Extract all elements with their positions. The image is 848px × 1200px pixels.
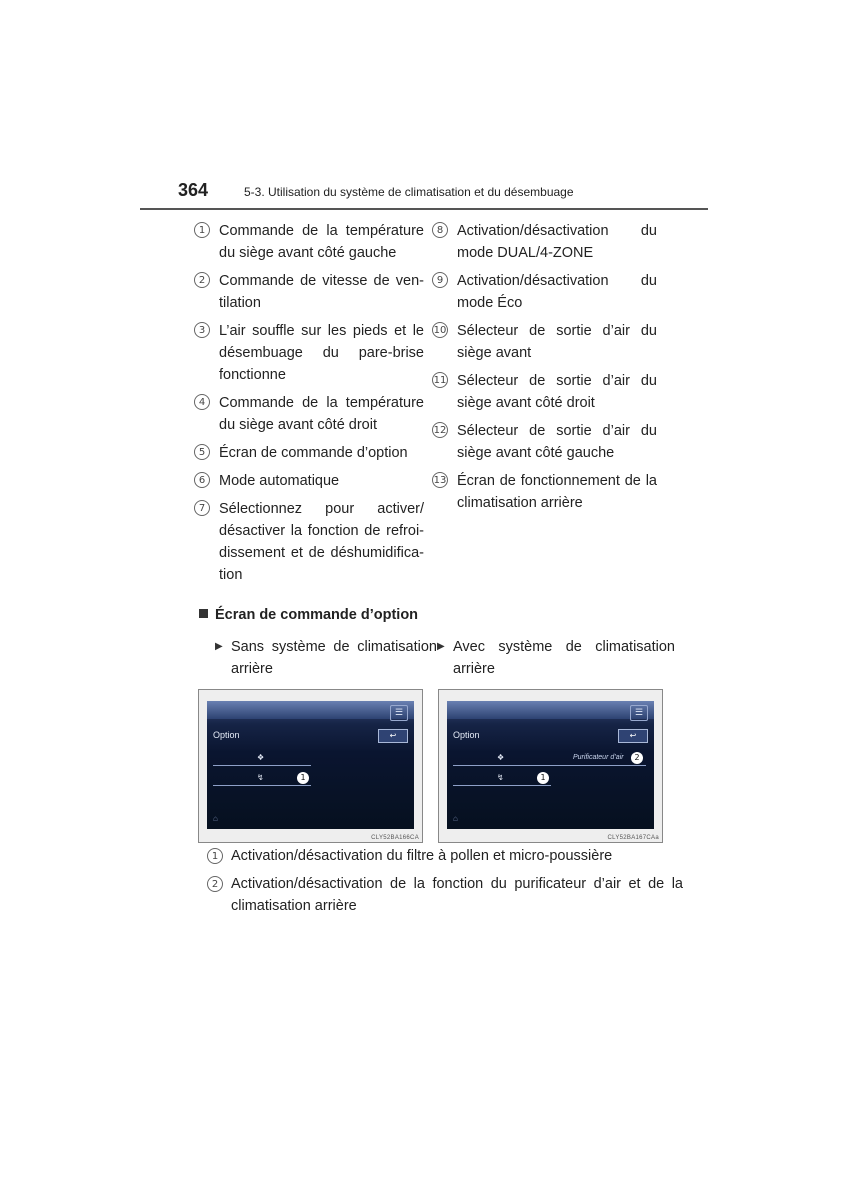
display-screen [207,701,414,829]
callout-text: Sélectionnez pour activer/ désactiver la fonction de refroi-dissement et de déshumidifica-tion [219,501,424,583]
subsection-heading [199,607,418,623]
callout-number: 13 [432,472,448,488]
callout-number: 3 [194,322,210,338]
option-row-filter [213,751,311,766]
seat-airflow-icon: ↯ [257,773,264,782]
page-number: 364 [178,180,209,200]
callout-item [432,320,657,364]
callout-number: 10 [432,322,448,338]
callout-number: 9 [432,272,448,288]
callout-text: Activation/désactivation du mode DUAL/4-ZONE [457,223,657,261]
back-arrow-icon: ↩ [378,729,408,743]
callout-text: Commande de vitesse de ven-tilation [219,273,424,311]
callout-item [194,442,424,464]
callout-number: 7 [194,500,210,516]
callout-text: Sélecteur de sortie d’air du siège avant [457,323,657,361]
callout-item [194,392,424,436]
callout-text: Sélecteur de sortie d’air du siège avant côté droit [457,373,657,411]
callout-item [432,370,657,414]
callout-list-left [194,220,424,592]
option-row-seat [213,771,311,786]
callout-item [194,320,424,386]
callout-marker: 1 [537,772,549,784]
callout-number: 11 [432,372,448,388]
menu-icon: ☰ [630,705,648,721]
option-row-seat [453,771,551,786]
callout-number: 1 [194,222,210,238]
option-row-purifier [551,751,646,766]
footnote-text: Activation/désactivation du filtre à pollen et micro-poussière [231,848,613,864]
callout-item [194,498,424,586]
footnote-item [207,845,683,867]
callout-marker: 1 [297,772,309,784]
option-label: Option [213,730,240,740]
screen-title-bar [207,701,414,719]
callout-list-right [432,220,657,520]
callout-text: Commande de la température du siège avant côté droit [219,395,424,433]
screenshot-without-rear-ac [198,689,423,843]
callout-item [432,470,657,514]
variant-text: Avec système de climatisation arrière [453,639,675,677]
triangle-bullet-icon: ▶ [215,641,223,652]
callout-text: Mode automatique [219,473,340,489]
callout-number: 2 [207,876,223,892]
callout-marker: 2 [631,752,643,764]
callout-number: 2 [194,272,210,288]
callout-item [432,420,657,464]
callout-number: 4 [194,394,210,410]
display-screen [447,701,654,829]
screenshot-with-rear-ac [438,689,663,843]
home-icon: ⌂ [213,814,218,823]
callout-item [194,270,424,314]
option-label: Option [453,730,480,740]
callout-text: L’air souffle sur les pieds et le désembuage du pare-brise fonctionne [219,323,424,383]
footnote-item [207,873,683,917]
callout-text: Activation/désactivation du mode Éco [457,273,657,311]
menu-icon: ☰ [390,705,408,721]
image-code: CLY52BA166CA [371,835,419,841]
callout-number: 1 [207,848,223,864]
fan-icon: ❖ [257,753,265,762]
subsection-title: Écran de commande d’option [215,607,419,623]
callout-text: Écran de fonctionnement de la climatisation arrière [457,473,657,511]
callout-number: 6 [194,472,210,488]
home-icon: ⌂ [453,814,458,823]
purifier-label: Purificateur d’air [573,754,624,761]
callout-text: Commande de la température du siège avant côté gauche [219,223,424,261]
callout-number: 8 [432,222,448,238]
back-arrow-icon: ↩ [618,729,648,743]
callout-text: Sélecteur de sortie d’air du siège avant côté gauche [457,423,657,461]
page-header [140,176,708,210]
variant-text: Sans système de climatisation arrière [231,639,437,677]
triangle-bullet-icon: ▶ [437,641,445,652]
fan-icon: ❖ [497,753,505,762]
seat-airflow-icon: ↯ [497,773,504,782]
square-bullet-icon [199,609,208,618]
callout-item [432,220,657,264]
callout-text: Écran de commande d’option [219,445,408,461]
callout-item [194,220,424,264]
callout-number: 12 [432,422,448,438]
callout-item [432,270,657,314]
variant-label-left [215,636,437,680]
image-code: CLY52BA167CAa [607,835,659,841]
section-title: 5-3. Utilisation du système de climatisation et du désembuage [244,185,574,199]
option-row-filter [453,751,551,766]
variant-label-right [437,636,675,680]
screen-title-bar [447,701,654,719]
callout-number: 5 [194,444,210,460]
callout-item [194,470,424,492]
footnote-text: Activation/désactivation de la fonction du purificateur d’air et de la climatisation arrière [231,876,683,914]
